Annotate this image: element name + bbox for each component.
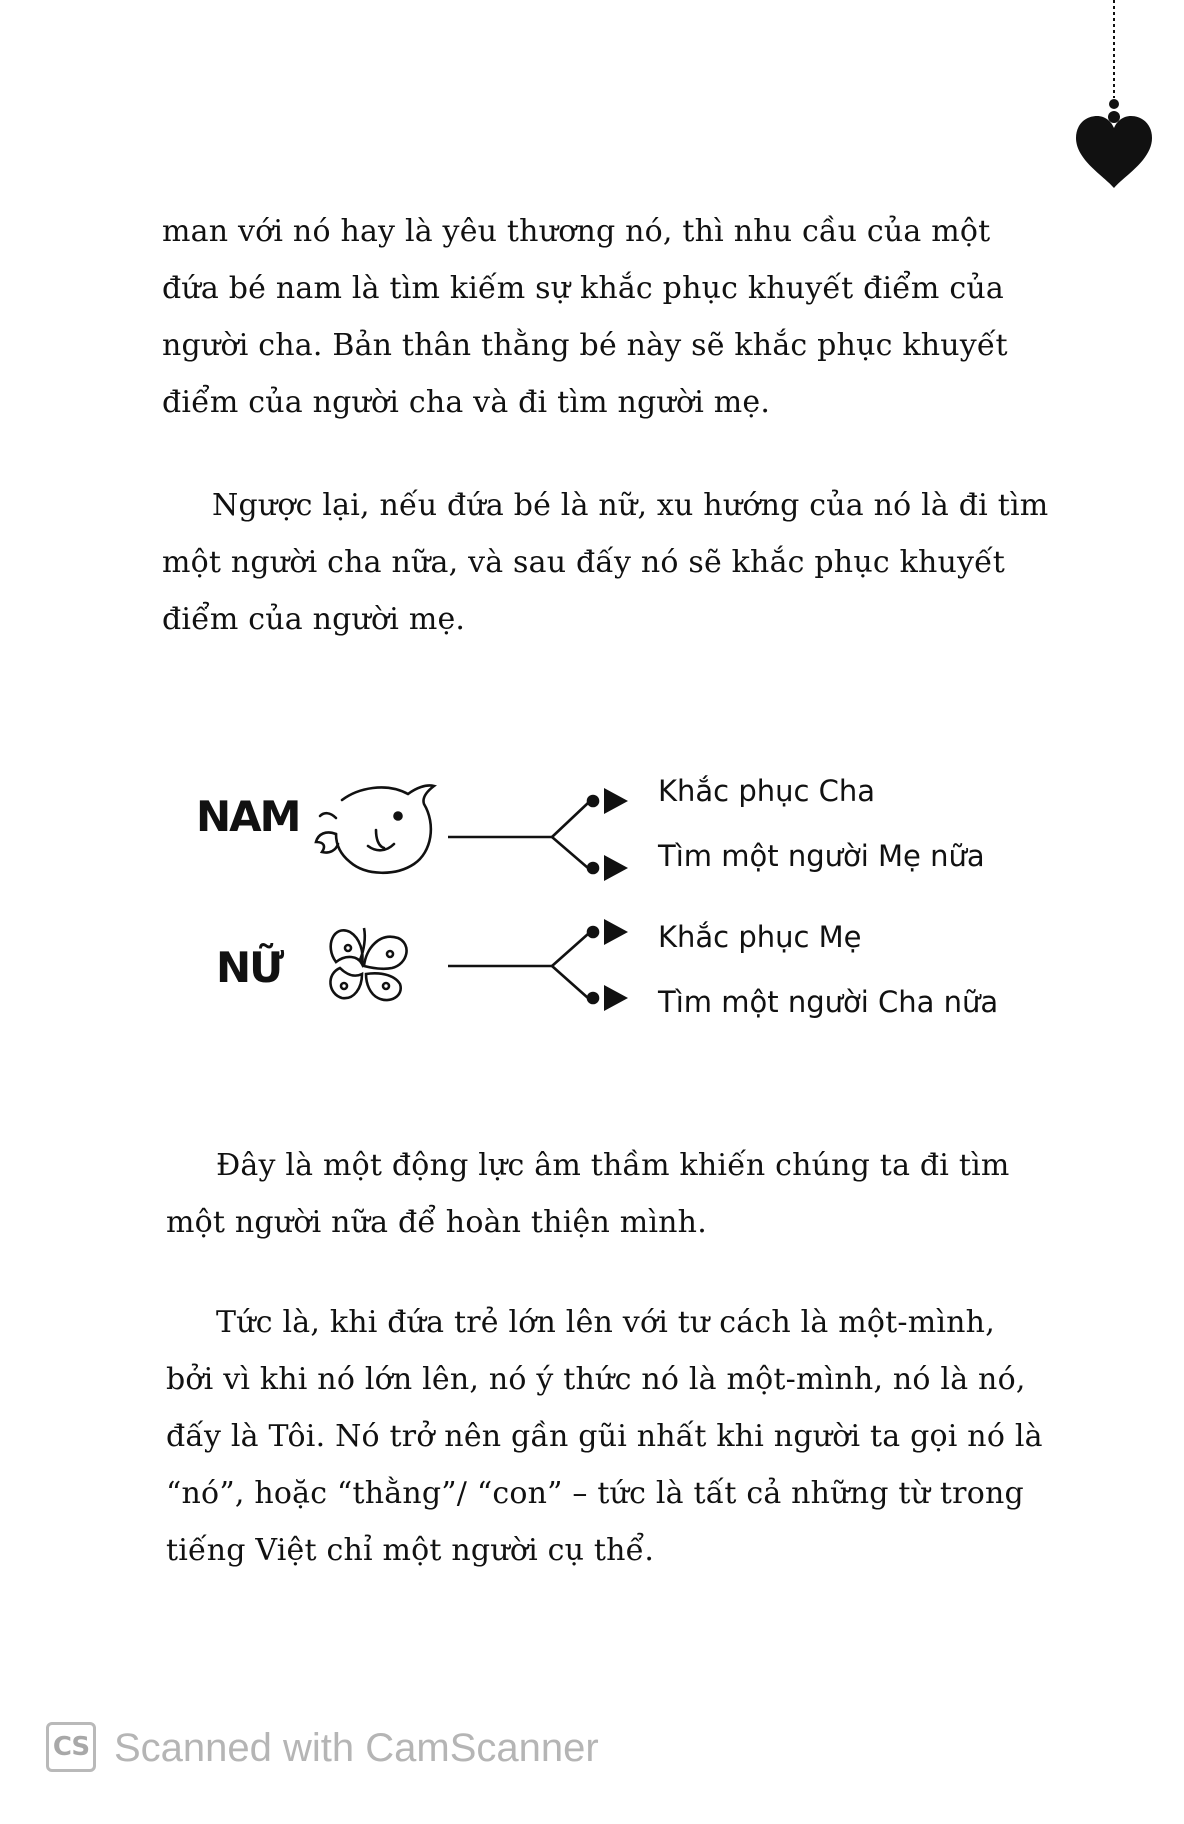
camscanner-logo-icon: CS — [46, 1722, 96, 1772]
paragraph-line: bởi vì khi nó lớn lên, nó ý thức nó là một-mình, nó là nó, — [166, 1362, 1026, 1397]
branch-connector-nu — [448, 919, 628, 1011]
paragraph-1 — [162, 203, 1008, 431]
paragraph-2 — [162, 477, 1048, 648]
paragraph-line: một người nữa để hoàn thiện mình. — [166, 1205, 707, 1240]
branch-connector-nam — [448, 788, 628, 881]
paragraph-line: tiếng Việt chỉ một người cụ thể. — [166, 1533, 655, 1568]
paragraph-4 — [166, 1294, 1043, 1579]
paragraph-line: man với nó hay là yêu thương nó, thì nhu cầu của một — [162, 214, 991, 249]
paragraph-3 — [166, 1137, 1010, 1251]
paragraph-line: Ngược lại, nếu đứa bé là nữ, xu hướng của nó là đi tìm — [212, 488, 1049, 523]
branch-label: Tìm một người Cha nữa — [658, 985, 999, 1019]
paragraph-line: điểm của người cha và đi tìm người mẹ. — [162, 385, 771, 420]
paragraph-line: Đây là một động lực âm thầm khiến chúng ta đi tìm — [216, 1148, 1010, 1183]
branch-label: Khắc phục Mẹ — [658, 920, 862, 954]
hanging-heart-icon — [1068, 0, 1158, 195]
bird-icon — [316, 785, 434, 872]
gender-diagram — [190, 760, 1040, 1040]
paragraph-line: Tức là, khi đứa trẻ lớn lên với tư cách là một-mình, — [216, 1305, 995, 1340]
paragraph-line: một người cha nữa, và sau đấy nó sẽ khắc phục khuyết — [162, 545, 1006, 580]
branch-label: Tìm một người Mẹ nữa — [658, 839, 985, 873]
branch-label: Khắc phục Cha — [658, 774, 876, 808]
watermark-text: Scanned with CamScanner — [114, 1726, 599, 1770]
group-label-nu: NỮ — [216, 943, 283, 992]
paragraph-line: đứa bé nam là tìm kiếm sự khắc phục khuyết điểm của — [162, 271, 1004, 306]
butterfly-icon — [330, 928, 406, 1000]
paragraph-line: đấy là Tôi. Nó trở nên gần gũi nhất khi người ta gọi nó là — [166, 1419, 1043, 1454]
paragraph-line: người cha. Bản thân thằng bé này sẽ khắc phục khuyết — [162, 328, 1008, 363]
paragraph-line: điểm của người mẹ. — [162, 602, 466, 637]
paragraph-line: “nó”, hoặc “thằng”/ “con” – tức là tất cả những từ trong — [166, 1476, 1024, 1511]
group-label-nam: NAM — [196, 792, 300, 841]
